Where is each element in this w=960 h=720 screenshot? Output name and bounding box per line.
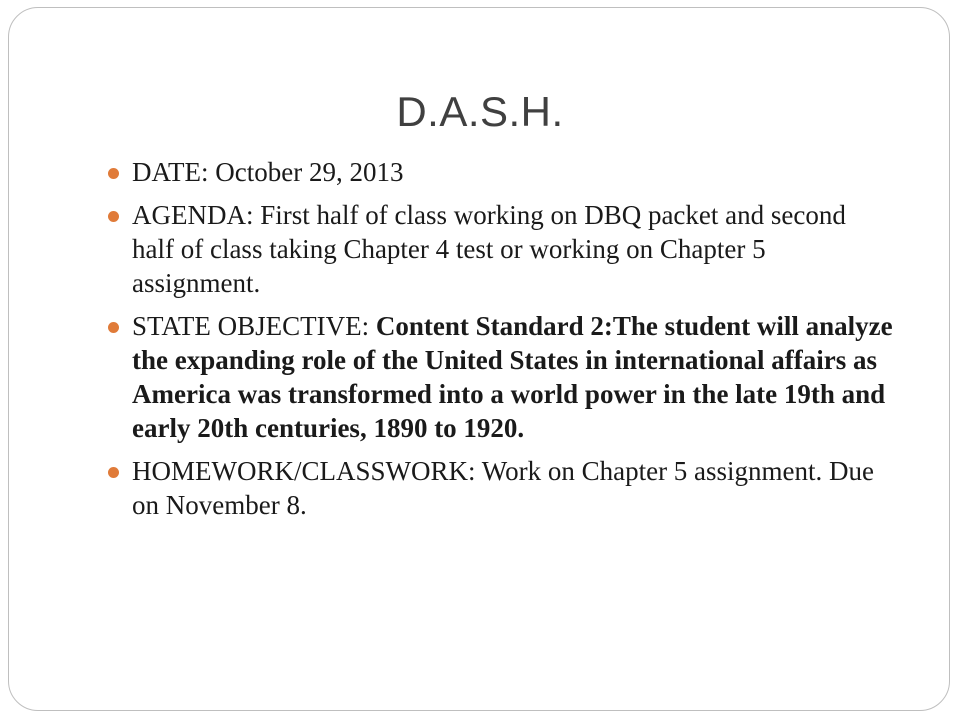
- bullet-homework-text: HOMEWORK/CLASSWORK: Work on Chapter 5 assignment. Due on November 8.: [132, 456, 875, 520]
- bullet-agenda-text: AGENDA: First half of class working on DBQ packet and second half of class taking Chapter 4 test or working on Chapter 5 assignment.: [132, 200, 846, 298]
- bullet-homework: [104, 454, 894, 522]
- bullet-objective-prefix: STATE OBJECTIVE:: [132, 311, 376, 341]
- bullet-agenda: [104, 198, 894, 300]
- bullet-state-objective: [104, 309, 894, 445]
- bullet-list: [104, 155, 894, 531]
- bullet-dot-icon: [108, 211, 119, 222]
- bullet-dot-icon: [108, 467, 119, 478]
- bullet-date-text: DATE: October 29, 2013: [132, 157, 404, 187]
- bullet-dot-icon: [108, 168, 119, 179]
- slide-title: D.A.S.H.: [396, 88, 564, 135]
- bullet-dot-icon: [108, 322, 119, 333]
- bullet-objective-standard: Content Standard 2:The student will analyze the expanding role of the United States in international affairs as America was transformed into a world power in the late 19th and early 20th centuries, 1890 to 1920.: [132, 311, 893, 443]
- bullet-date: [104, 155, 894, 189]
